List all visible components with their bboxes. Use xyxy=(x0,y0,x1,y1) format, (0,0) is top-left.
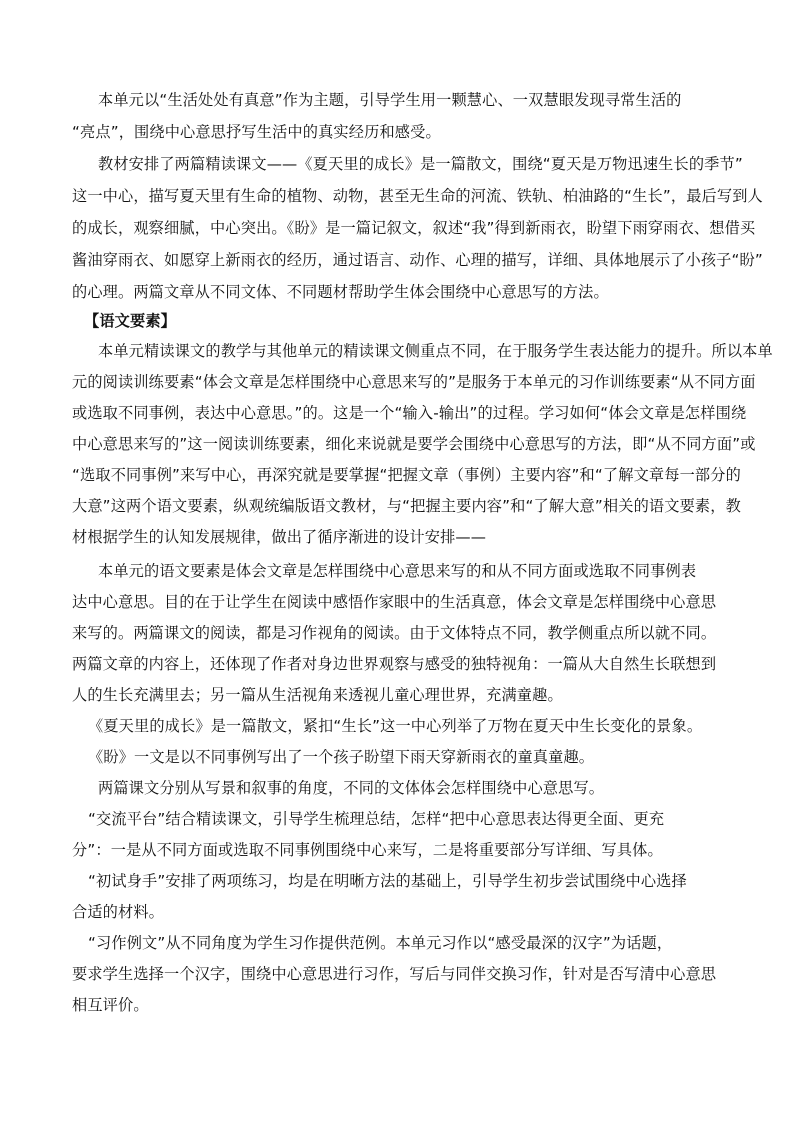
text-line: 的成长，观察细腻，中心突出。《盼》是一篇记叙文，叙述“我”得到新雨衣，盼望下雨穿雨衣、想借买 xyxy=(72,219,756,237)
text-line: 两篇课文分别从写景和叙事的角度，不同的文体体会怎样围绕中心意思写。 xyxy=(98,779,605,797)
text-line: 这一中心，描写夏天里有生命的植物、动物，甚至无生命的河流、铁轨、柏油路的“生长”，最后写到人 xyxy=(72,187,763,205)
text-line: 要求学生选择一个汉字，围绕中心意思进行习作，写后与同伴交换习作，针对是否写清中心意思 xyxy=(72,965,717,983)
text-line: “选取不同事例”来写中心，再深究就是要掌握“把握文章（事例）主要内容”和“了解文章每一部分的 xyxy=(72,466,741,484)
text-line: 两篇文章的内容上，还体现了作者对身边世界观察与感受的独特视角：一篇从大自然生长联想到 xyxy=(72,655,717,673)
text-line: 酱油穿雨衣、如愿穿上新雨衣的经历，通过语言、动作、心理的描写，详细、具体地展示了小孩子“盼” xyxy=(72,251,763,269)
text-line: 大意”这两个语文要素，纵观统编版语文教材，与“把握主要内容”和“了解大意”相关的语文要素，教 xyxy=(72,497,741,515)
text-line: 本单元的语文要素是体会文章是怎样围绕中心意思来写的和从不同方面或选取不同事例表 xyxy=(98,562,697,580)
text-line: 分”：一是从不同方面或选取不同事例围绕中心来写，二是将重要部分写详细、写具体。 xyxy=(72,841,663,859)
text-line: 合适的材料。 xyxy=(72,903,165,921)
text-line: “初试身手”安排了两项练习，均是在明晰方法的基础上，引导学生初步尝试围绕中心选择 xyxy=(88,872,687,890)
text-line: 本单元精读课文的教学与其他单元的精读课文侧重点不同，在于服务学生表达能力的提升。所以本单 xyxy=(98,342,773,360)
text-line: 《盼》一文是以不同事例写出了一个孩子盼望下雨天穿新雨衣的童真童趣。 xyxy=(88,748,595,766)
text-line: 教材安排了两篇精读课文——《夏天里的成长》是一篇散文，围绕“夏天是万物迅速生长的季节” xyxy=(98,155,743,173)
text-line: 《夏天里的成长》是一篇散文，紧扣“生长”这一中心列举了万物在夏天中生长变化的景象。 xyxy=(88,717,703,735)
text-line: 本单元以“生活处处有真意”作为主题，引导学生用一颗慧心、一双慧眼发现寻常生活的 xyxy=(98,91,682,109)
text-line: 的心理。两篇文章从不同文体、不同题材帮助学生体会围绕中心意思写的方法。 xyxy=(72,283,609,301)
text-line: “习作例文”从不同角度为学生习作提供范例。本单元习作以“感受最深的汉字”为话题， xyxy=(88,934,673,952)
text-line: 中心意思来写的”这一阅读训练要素，细化来说就是要学会围绕中心意思写的方法，即“从不同方面”或 xyxy=(72,435,756,453)
text-line: 人的生长充满里去；另一篇从生活视角来透视儿童心理世界，充满童趣。 xyxy=(72,686,563,704)
text-line: “交流平台”结合精读课文，引导学生梳理总结，怎样“把中心意思表达得更全面、更充 xyxy=(88,810,665,828)
text-line: “亮点”，围绕中心意思抒写生活中的真实经历和感受。 xyxy=(72,123,441,141)
section-heading: 【语文要素】 xyxy=(84,312,177,330)
text-line: 相互评价。 xyxy=(72,996,149,1014)
text-line: 来写的。两篇课文的阅读，都是习作视角的阅读。由于文体特点不同，教学侧重点所以就不同。 xyxy=(72,624,717,642)
text-line: 材根据学生的认知发展规律，做出了循序渐进的设计安排—— xyxy=(72,528,487,546)
text-line: 元的阅读训练要素“体会文章是怎样围绕中心意思来写的”是服务于本单元的习作训练要素“从不同方面 xyxy=(72,373,756,391)
text-line: 或选取不同事例，表达中心意思。”的。这是一个“输入-输出”的过程。学习如何“体会文章是怎样围绕 xyxy=(72,404,747,422)
text-line: 达中心意思。目的在于让学生在阅读中感悟作家眼中的生活真意，体会文章是怎样围绕中心意思 xyxy=(72,593,717,611)
